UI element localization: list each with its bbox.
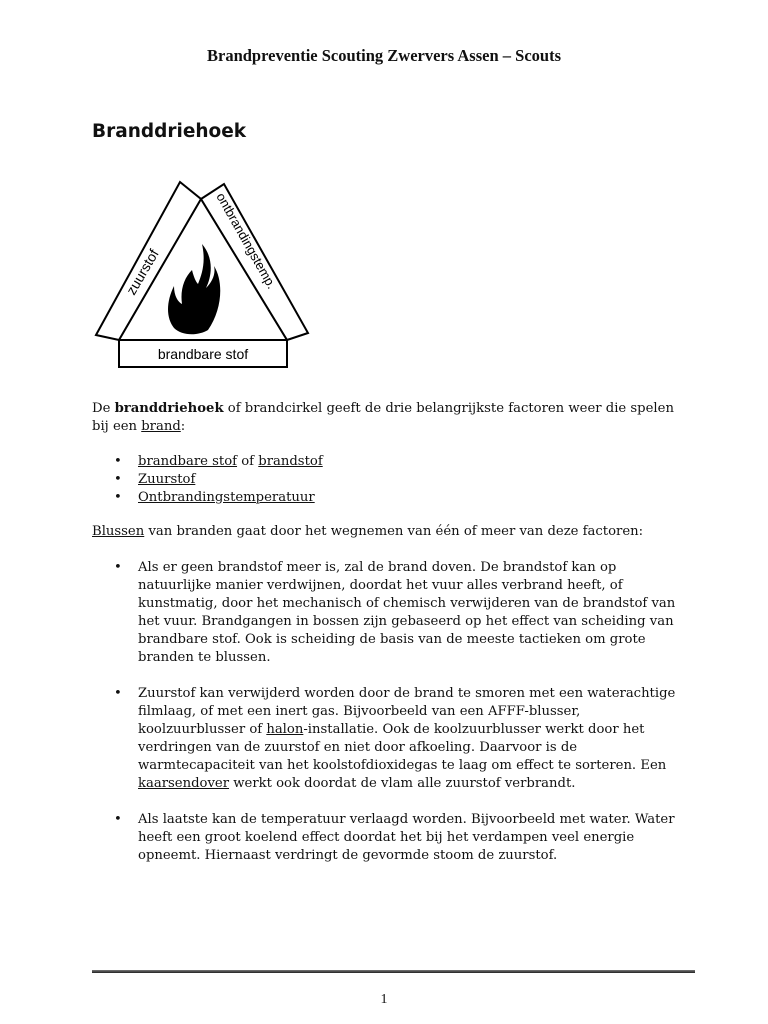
link-blussen[interactable]: Blussen — [92, 524, 145, 539]
footer-divider — [92, 970, 695, 973]
list-item — [114, 811, 684, 865]
list-item — [114, 471, 323, 489]
link-brandstof[interactable]: brandstof — [258, 454, 323, 469]
svg-text:ontbrandingstemp. — [213, 190, 279, 291]
document-header: Brandpreventie Scouting Zwervers Assen – Scouts — [207, 46, 561, 65]
extinguishing-methods-list — [114, 559, 684, 883]
intro-text: : — [180, 419, 186, 434]
blussen-paragraph — [92, 523, 692, 541]
diagram-label-zuurstof: zuurstof — [122, 246, 162, 298]
bullet-icon: • — [114, 686, 122, 701]
list-item-text: Zuurstof kan verwijderd worden door de brand te smoren met een waterachtige filmlaag, of met een inert gas. Bijvoorbeeld van een AFFF-blusser, koolzuurblusser of — [138, 686, 676, 737]
diagram-label-ontbrandingstemp: ontbrandingstemp. — [213, 190, 280, 292]
bullet-icon: • — [114, 560, 122, 575]
bullet-icon: • — [114, 812, 122, 827]
bullet-icon: • — [114, 454, 122, 469]
list-item — [114, 489, 323, 507]
list-item-text: of — [237, 454, 259, 469]
bullet-icon: • — [114, 472, 122, 487]
list-item — [114, 559, 684, 667]
diagram-label-brandbare-stof: brandbare stof — [157, 346, 249, 362]
fire-triangle-diagram — [90, 178, 312, 372]
list-item-text: -installatie. Ook de koolzuurblusser werkt door het verdringen van de zuurstof en niet door afkoeling. Daarvoor is de warmtecapaciteit van het koolstofdioxidegas te laag om effect te sorteren. Een — [138, 722, 667, 773]
link-ontbrandingstemperatuur[interactable]: Ontbrandingstemperatuur — [138, 490, 315, 505]
link-kaarsendover[interactable]: kaarsendover — [138, 776, 230, 791]
list-item — [114, 685, 684, 793]
section-title: Branddriehoek — [92, 121, 247, 142]
bullet-icon: • — [114, 490, 122, 505]
flame-icon — [168, 244, 220, 334]
blussen-text: van branden gaat door het wegnemen van één of meer van deze factoren: — [144, 524, 644, 539]
list-item — [114, 453, 323, 471]
list-item-text: Als laatste kan de temperatuur verlaagd worden. Bijvoorbeeld met water. Water heeft een groot koelend effect doordat het bij het verdampen veel energie opneemt. Hiernaast verdringt de gevormde stoom de zuurstof. — [138, 812, 675, 863]
page-number: 1 — [380, 992, 388, 1007]
intro-paragraph — [92, 400, 682, 436]
link-halon[interactable]: halon — [266, 722, 304, 737]
factors-list — [114, 453, 323, 507]
intro-text: De — [92, 401, 115, 416]
link-brand[interactable]: brand — [141, 419, 181, 434]
intro-text: of brandcirkel geeft de drie belangrijkste factoren weer die spelen bij een — [92, 401, 674, 434]
link-zuurstof[interactable]: Zuurstof — [138, 472, 196, 487]
intro-bold-term: branddriehoek — [114, 401, 224, 416]
link-brandbare-stof[interactable]: brandbare stof — [138, 454, 238, 469]
list-item-text: Als er geen brandstof meer is, zal de brand doven. De brandstof kan op natuurlijke manier verdwijnen, doordat het vuur alles verbrand heeft, of kunstmatig, door het mechanisch of chemisch verwijderen van de brandstof van het vuur. Brandgangen in bossen zijn gebaseerd op het effect van scheiding van brandbare stof. Ook is scheiding de basis van de meeste tactieken om grote branden te blussen. — [138, 560, 676, 665]
list-item-text: werkt ook doordat de vlam alle zuurstof verbrandt. — [229, 776, 576, 791]
